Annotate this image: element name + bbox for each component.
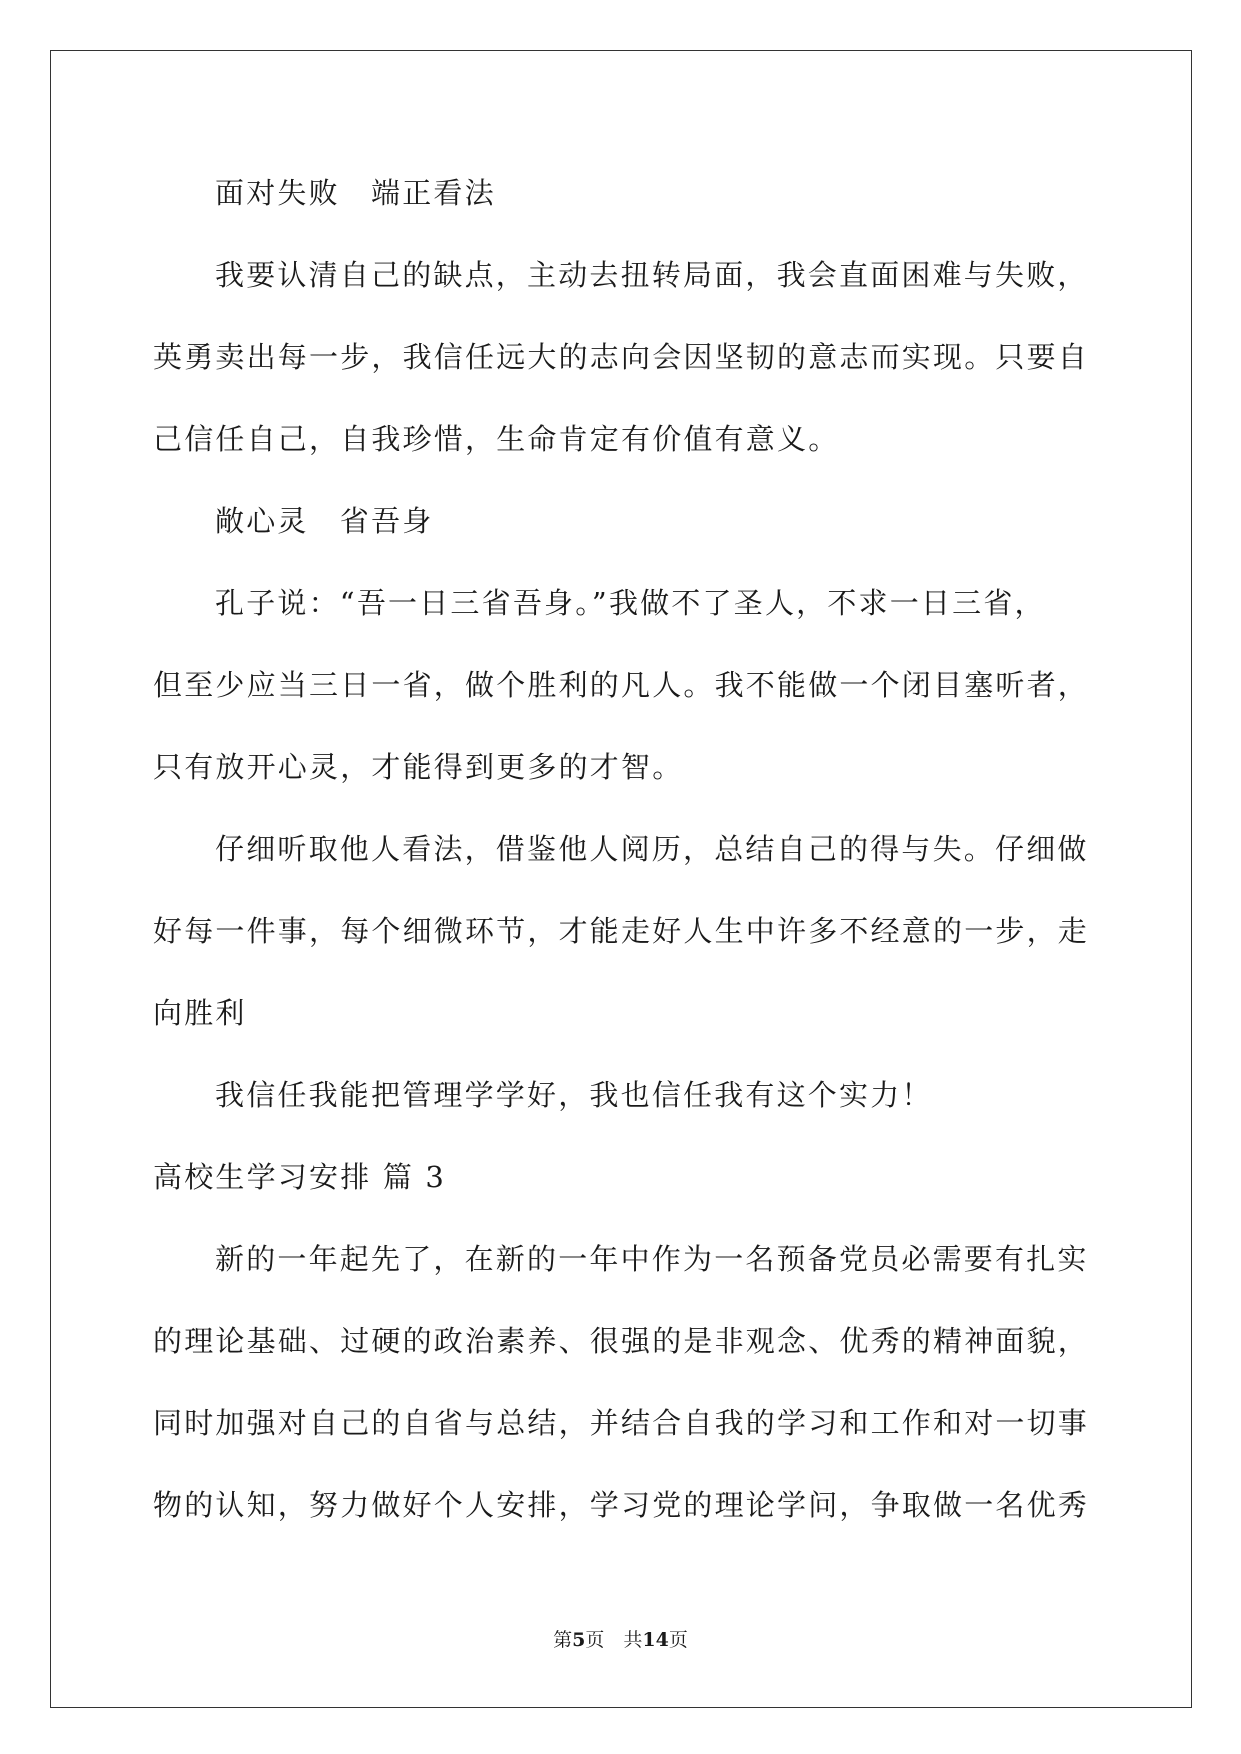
text-line: 我要认清自己的缺点，主动去扭转局面，我会直面困难与失败， [215, 258, 1089, 292]
text-line: 物的认知，努力做好个人安排，学习党的理论学问，争取做一名优秀 [153, 1488, 1090, 1522]
text-line: 面对失败 端正看法 [215, 176, 496, 210]
text-line: 的理论基础、过硬的政治素养、很强的是非观念、优秀的精神面貌， [153, 1324, 1090, 1358]
text-line: 新的一年起先了，在新的一年中作为一名预备党员必需要有扎实 [215, 1242, 1089, 1276]
text-line: 好每一件事，每个细微环节，才能走好人生中许多不经意的一步，走 [153, 914, 1090, 948]
page-footer [0, 1627, 1241, 1653]
text-line: 孔子说：“吾一日三省吾身。”我做不了圣人，不求一日三省， [215, 586, 1046, 620]
footer-prefix: 第 [553, 1629, 573, 1651]
footer-suffix: 页 [668, 1629, 688, 1651]
text-line: 我信任我能把管理学学好，我也信任我有这个实力！ [215, 1078, 933, 1112]
document-body [153, 163, 1093, 1557]
text-line: 只有放开心灵，才能得到更多的才智。 [153, 750, 684, 784]
text-line: 己信任自己，自我珍惜，生命肯定有价值有意义。 [153, 422, 840, 456]
total-page-count: 14 [642, 1629, 669, 1651]
text-line: 向胜利 [153, 996, 247, 1030]
text-line: 高校生学习安排 篇 3 [153, 1160, 447, 1194]
footer-mid: 页 共 [585, 1629, 643, 1651]
text-line: 但至少应当三日一省，做个胜利的凡人。我不能做一个闭目塞听者， [153, 668, 1090, 702]
text-line: 仔细听取他人看法，借鉴他人阅历，总结自己的得与失。仔细做 [215, 832, 1089, 866]
current-page-number: 5 [572, 1629, 586, 1651]
text-line: 英勇卖出每一步，我信任远大的志向会因坚韧的意志而实现。只要自 [153, 340, 1090, 374]
text-line: 同时加强对自己的自省与总结，并结合自我的学习和工作和对一切事 [153, 1406, 1090, 1440]
text-line: 敞心灵 省吾身 [215, 504, 434, 538]
